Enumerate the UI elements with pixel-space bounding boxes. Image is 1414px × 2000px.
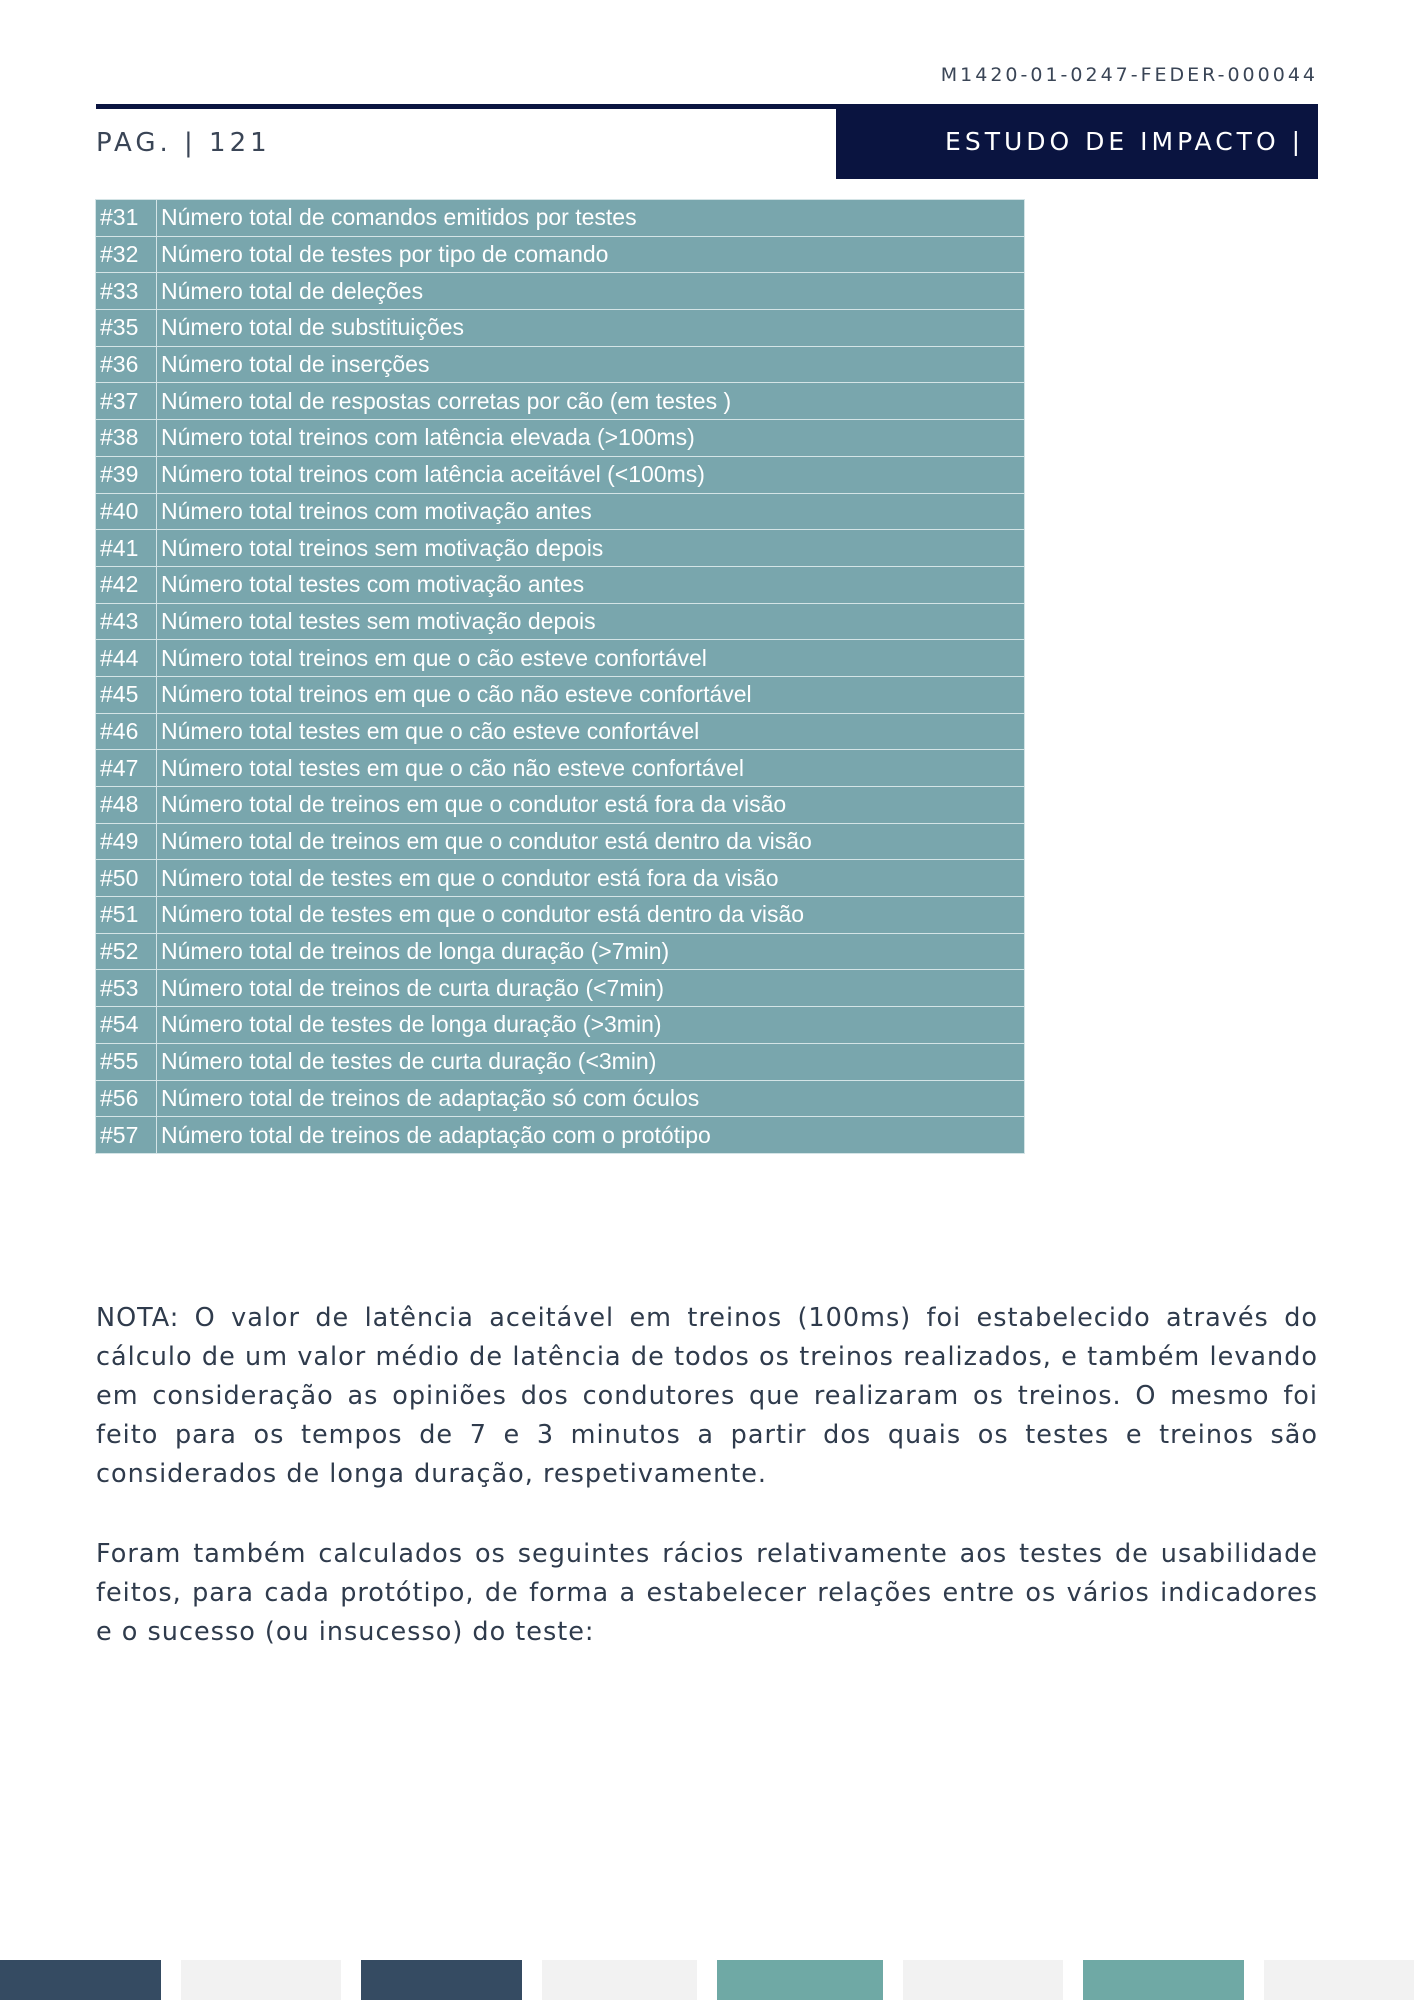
footer-block (542, 1960, 697, 2000)
section-title-box (836, 104, 1318, 179)
indicator-row (96, 1043, 1025, 1080)
indicator-label: Número total de treinos de curta duração (<7min) (157, 970, 1025, 1007)
footer-block (1264, 1960, 1414, 2000)
indicator-code: #43 (96, 603, 157, 640)
indicator-code: #48 (96, 787, 157, 824)
document-code: M1420-01-0247-FEDER-000044 (940, 64, 1318, 86)
indicator-label: Número total de treinos em que o condutor está dentro da visão (157, 823, 1025, 860)
indicator-row (96, 933, 1025, 970)
footer-block (0, 1960, 161, 2000)
indicator-code: #52 (96, 933, 157, 970)
indicator-label: Número total treinos sem motivação depois (157, 530, 1025, 567)
indicator-label: Número total treinos em que o cão esteve confortável (157, 640, 1025, 677)
indicator-row (96, 236, 1025, 273)
indicator-code: #35 (96, 310, 157, 347)
indicator-row (96, 713, 1025, 750)
footer-block (717, 1960, 883, 2000)
indicator-table (95, 199, 1025, 1154)
footer-block (1083, 1960, 1244, 2000)
indicator-label: Número total de testes de longa duração (>3min) (157, 1007, 1025, 1044)
indicator-label: Número total treinos em que o cão não esteve confortável (157, 676, 1025, 713)
indicator-row (96, 530, 1025, 567)
indicator-code: #57 (96, 1117, 157, 1154)
indicator-label: Número total de treinos de longa duração (>7min) (157, 933, 1025, 970)
indicator-code: #39 (96, 456, 157, 493)
indicator-label: Número total de inserções (157, 346, 1025, 383)
indicator-row (96, 787, 1025, 824)
indicator-code: #44 (96, 640, 157, 677)
indicator-code: #55 (96, 1043, 157, 1080)
footer-block (181, 1960, 341, 2000)
indicator-code: #54 (96, 1007, 157, 1044)
indicator-label: Número total de testes de curta duração (<3min) (157, 1043, 1025, 1080)
indicator-code: #46 (96, 713, 157, 750)
indicator-label: Número total de testes por tipo de comando (157, 236, 1025, 273)
indicator-code: #41 (96, 530, 157, 567)
indicator-code: #40 (96, 493, 157, 530)
indicator-label: Número total testes em que o cão esteve confortável (157, 713, 1025, 750)
indicator-label: Número total testes em que o cão não esteve confortável (157, 750, 1025, 787)
indicator-label: Número total de treinos de adaptação com o protótipo (157, 1117, 1025, 1154)
indicator-label: Número total treinos com latência elevada (>100ms) (157, 420, 1025, 457)
indicator-row (96, 310, 1025, 347)
indicator-label: Número total treinos com motivação antes (157, 493, 1025, 530)
rates-intro-paragraph: Foram também calculados os seguintes rácios relativamente aos testes de usabilidade feitos, para cada protótipo, de forma a estabelecer relações entre os vários indicadores e o sucesso (ou insucesso) do teste: (96, 1539, 1318, 1647)
indicator-row (96, 566, 1025, 603)
indicator-code: #31 (96, 200, 157, 237)
indicator-code: #33 (96, 273, 157, 310)
indicator-row (96, 1080, 1025, 1117)
indicator-row (96, 603, 1025, 640)
indicator-label: Número total de comandos emitidos por testes (157, 200, 1025, 237)
page-number-label: PAG. | 121 (96, 128, 271, 158)
indicator-code: #49 (96, 823, 157, 860)
footer-block (361, 1960, 522, 2000)
indicator-code: #42 (96, 566, 157, 603)
indicator-row (96, 200, 1025, 237)
indicator-label: Número total de respostas corretas por cão (em testes ) (157, 383, 1025, 420)
indicator-code: #32 (96, 236, 157, 273)
indicator-label: Número total de substituições (157, 310, 1025, 347)
indicator-code: #38 (96, 420, 157, 457)
indicator-label: Número total de testes em que o condutor está dentro da visão (157, 897, 1025, 934)
indicator-row (96, 750, 1025, 787)
indicator-row (96, 860, 1025, 897)
indicator-table-body (96, 200, 1025, 1154)
section-title: ESTUDO DE IMPACTO | (945, 127, 1304, 156)
note-paragraph: NOTA: O valor de latência aceitável em treinos (100ms) foi estabelecido através do cálculo de um valor médio de latência de todos os treinos realizados, e também levando em consideração as opiniões dos condutores que realizaram os treinos. O mesmo foi feito para os tempos de 7 e 3 minutos a partir dos quais os testes e treinos são considerados de longa duração, respetivamente. (96, 1303, 1318, 1489)
indicator-row (96, 823, 1025, 860)
indicator-row (96, 1117, 1025, 1154)
indicator-label: Número total de treinos em que o condutor está fora da visão (157, 787, 1025, 824)
indicator-label: Número total testes com motivação antes (157, 566, 1025, 603)
indicator-row (96, 346, 1025, 383)
indicator-label: Número total treinos com latência aceitável (<100ms) (157, 456, 1025, 493)
indicator-label: Número total de testes em que o condutor está fora da visão (157, 860, 1025, 897)
footer-block (903, 1960, 1063, 2000)
indicator-code: #36 (96, 346, 157, 383)
indicator-code: #53 (96, 970, 157, 1007)
indicator-code: #37 (96, 383, 157, 420)
indicator-row (96, 676, 1025, 713)
indicator-label: Número total testes sem motivação depois (157, 603, 1025, 640)
indicator-code: #50 (96, 860, 157, 897)
indicator-row (96, 273, 1025, 310)
indicator-row (96, 640, 1025, 677)
indicator-row (96, 1007, 1025, 1044)
indicator-row (96, 493, 1025, 530)
indicator-row (96, 383, 1025, 420)
indicator-label: Número total de deleções (157, 273, 1025, 310)
indicator-row (96, 897, 1025, 934)
indicator-code: #47 (96, 750, 157, 787)
indicator-label: Número total de treinos de adaptação só com óculos (157, 1080, 1025, 1117)
indicator-row (96, 420, 1025, 457)
indicator-code: #56 (96, 1080, 157, 1117)
indicator-code: #45 (96, 676, 157, 713)
indicator-row (96, 970, 1025, 1007)
indicator-row (96, 456, 1025, 493)
indicator-code: #51 (96, 897, 157, 934)
